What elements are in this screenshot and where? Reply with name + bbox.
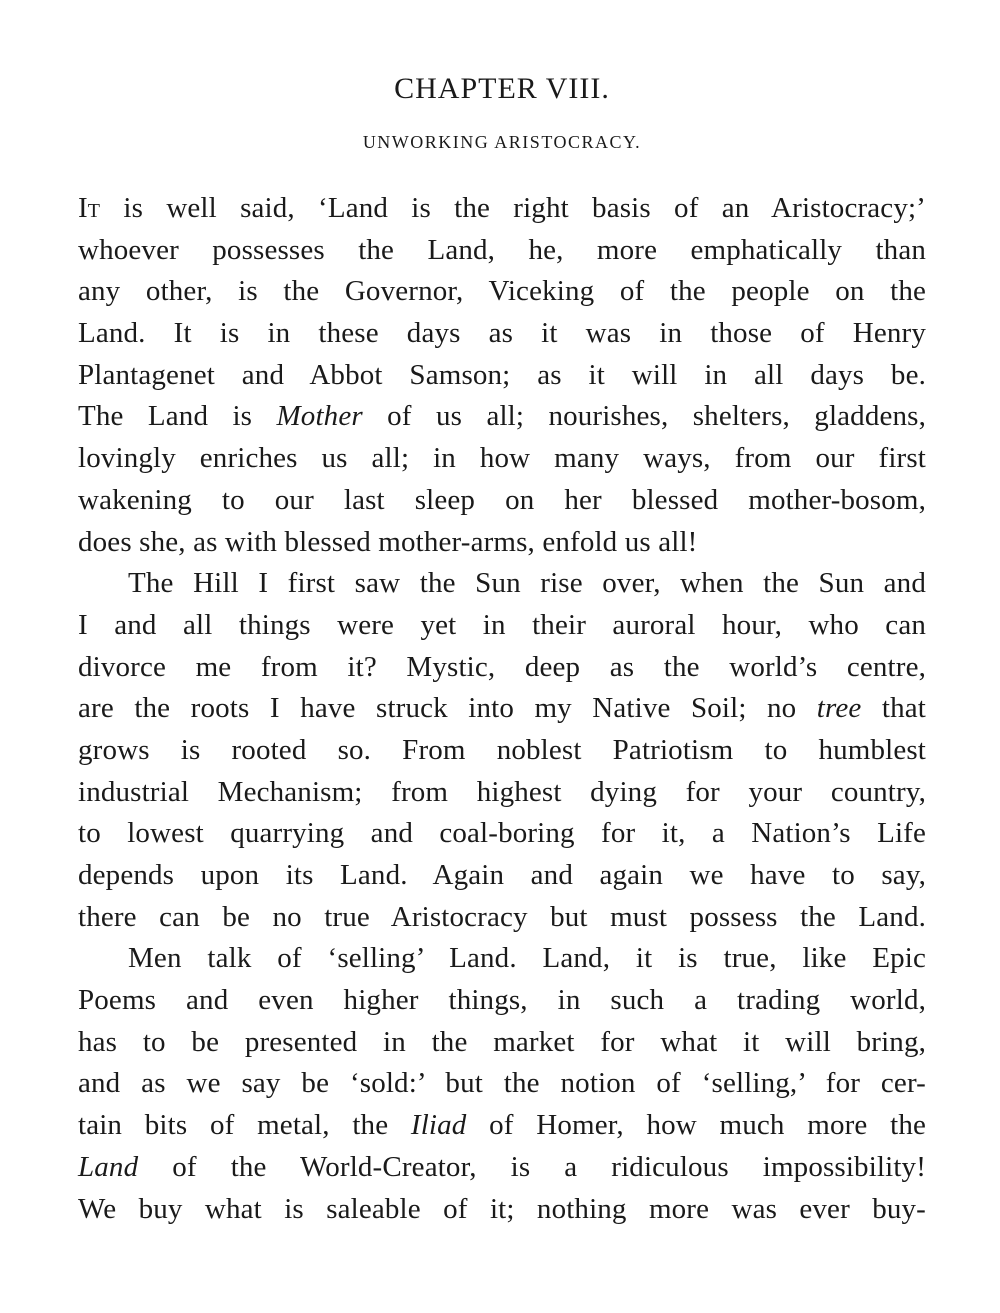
text-line: Plantagenet and Abbot Samson; as it will in all days be.	[78, 358, 926, 391]
text-line: The Hill I first saw the Sun rise over, when the Sun and	[128, 567, 926, 600]
chapter-title: CHAPTER VIII.	[394, 72, 610, 105]
text-line: to lowest quarrying and coal-boring for it, a Nation’s Life	[78, 817, 926, 850]
text-line: tain bits of metal, the Iliad of Homer, how much more the	[78, 1109, 926, 1142]
paragraph	[78, 188, 926, 563]
text-line: Land. It is in these days as it was in those of Henry	[78, 317, 926, 350]
text-line: has to be presented in the market for what it will bring,	[78, 1025, 926, 1058]
text-line: industrial Mechanism; from highest dying for your country,	[78, 775, 926, 808]
text-line: divorce me from it? Mystic, deep as the world’s centre,	[78, 650, 926, 683]
text-line: I and all things were yet in their auroral hour, who can	[78, 608, 926, 641]
paragraph	[78, 938, 926, 1230]
italic-word: tree	[816, 692, 862, 725]
text-line: Men talk of ‘selling’ Land. Land, it is true, like Epic	[128, 942, 926, 975]
paragraph	[78, 563, 926, 938]
chapter-subtitle: UNWORKING ARISTOCRACY.	[362, 132, 642, 152]
text-line: and as we say be ‘sold:’ but the notion of ‘selling,’ for cer-	[78, 1067, 926, 1100]
text-line: grows is rooted so. From noblest Patriotism to humblest	[78, 733, 926, 766]
text-line: are the roots I have struck into my Native Soil; no tree that	[78, 692, 926, 725]
text-line: depends upon its Land. Again and again we have to say,	[78, 859, 926, 891]
text-line: whoever possesses the Land, he, more emphatically than	[78, 233, 926, 266]
text-line: does she, as with blessed mother-arms, enfold us all!	[78, 525, 698, 558]
italic-word: Mother	[276, 400, 363, 433]
text-line: It is well said, ‘Land is the right basis of an Aristocracy;’	[78, 192, 926, 224]
book-page	[78, 0, 926, 1230]
text-line: wakening to our last sleep on her blessed mother-bosom,	[78, 483, 926, 516]
italic-word: Land	[78, 1150, 139, 1183]
text-line: lovingly enriches us all; in how many ways, from our first	[78, 442, 926, 475]
text-line: We buy what is saleable of it; nothing more was ever buy-	[78, 1192, 926, 1225]
text-line: Land of the World-Creator, is a ridiculous impossibility!	[78, 1150, 926, 1183]
text-line: The Land is Mother of us all; nourishes, shelters, gladdens,	[78, 400, 926, 433]
text-line: any other, is the Governor, Viceking of the people on the	[78, 275, 926, 308]
text-line: there can be no true Aristocracy but must possess the Land.	[78, 900, 926, 933]
italic-word: Iliad	[410, 1109, 467, 1142]
text-line: Poems and even higher things, in such a trading world,	[78, 984, 926, 1017]
chapter-body	[78, 188, 926, 1230]
